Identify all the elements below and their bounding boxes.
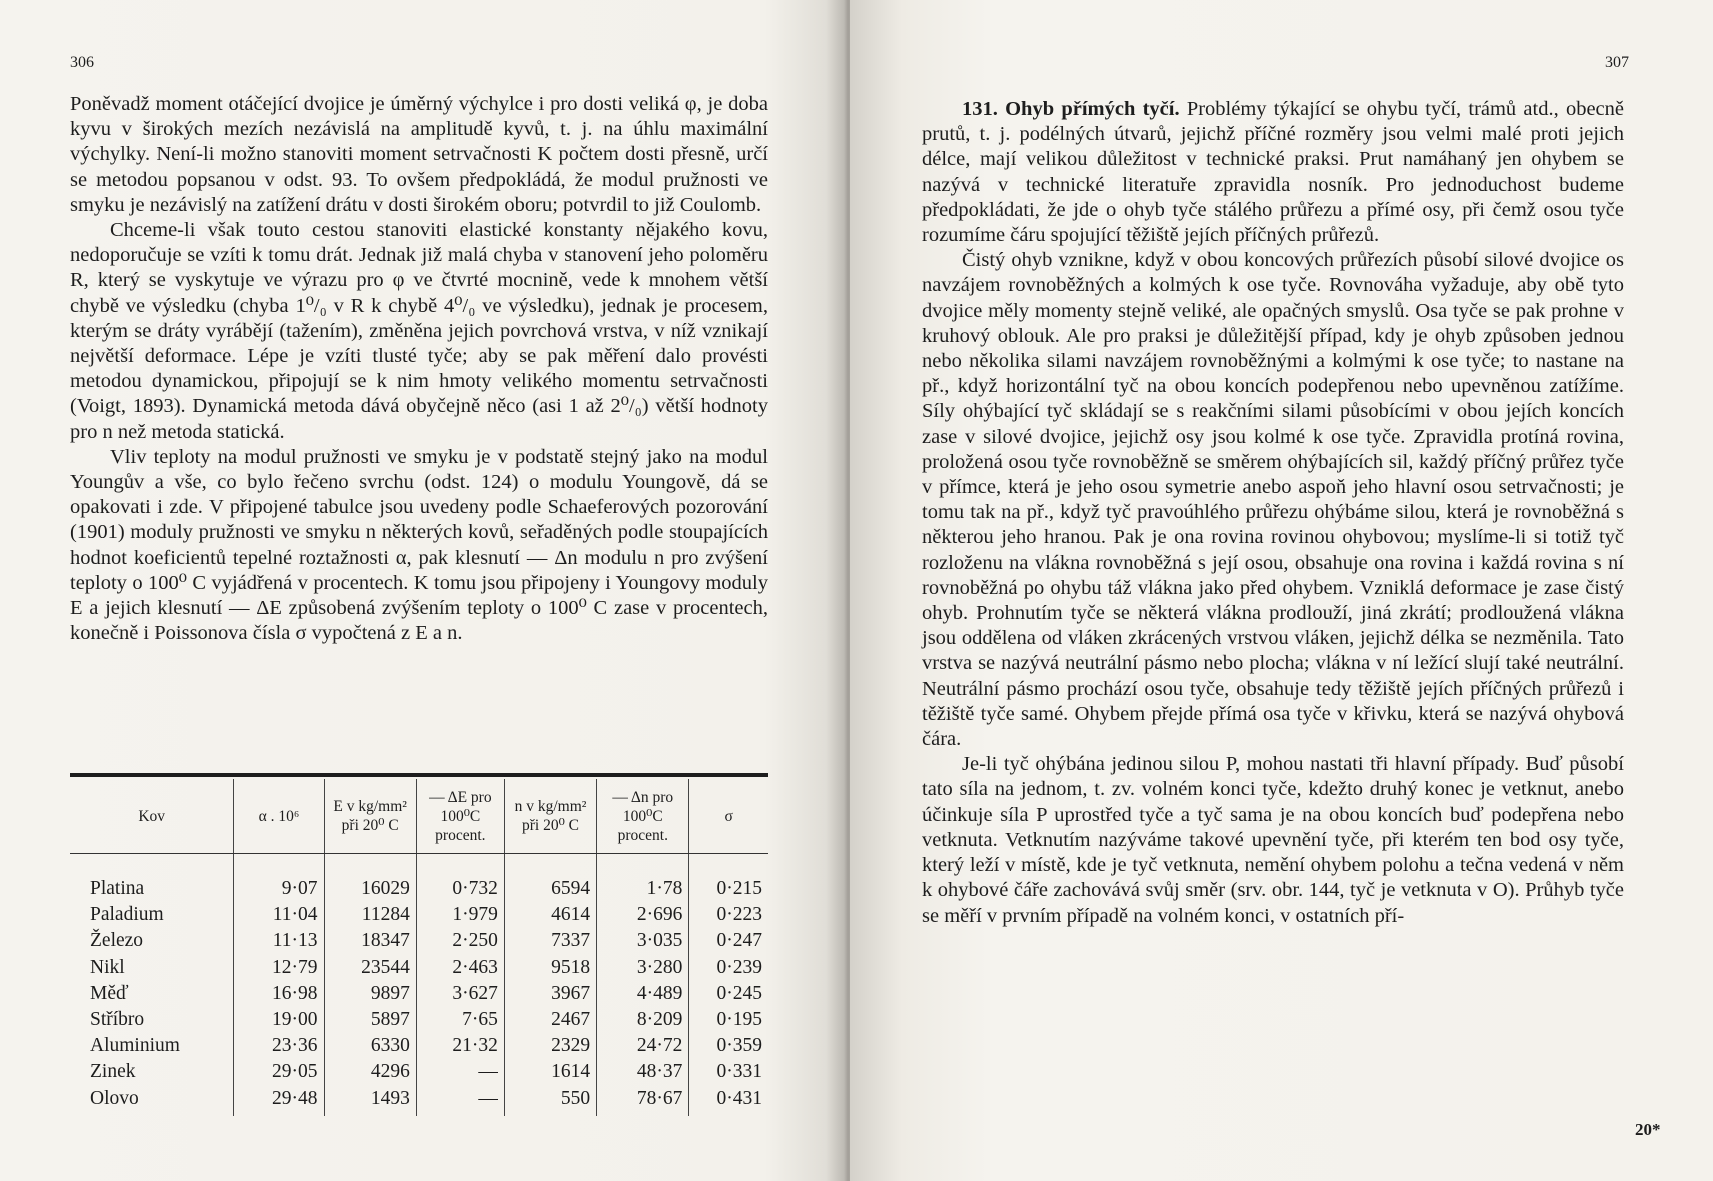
table-cell: 16029 <box>324 876 416 902</box>
table-cell: Železo <box>70 928 234 954</box>
signature-mark: 20* <box>1635 1120 1661 1139</box>
table-row <box>70 902 768 928</box>
table-cell: 6330 <box>324 1033 416 1059</box>
table-cell: 11·13 <box>234 928 324 954</box>
table-cell: Nikl <box>70 955 234 981</box>
table-cell: Zinek <box>70 1059 234 1085</box>
paragraph-text: Problémy týkající se ohybu tyčí, trámů atd., obecně prutů, t. j. podélných útvarů, jejichž příčné rozměry jsou velmi malé proti jejich délce, mají velikou důležitost v technické praksi. Prut namáhaný jen ohybem se nazývá v technické literatuře zpravidla nosník. Pro jednoduchost budeme předpokládati, že jde o ohyb tyče stálého průřezu a přímé osy, při čemž osou tyče rozumíme čáru spojující těžiště jejích příčných průřezů. <box>922 98 1624 247</box>
table-cell: 0·195 <box>716 1009 762 1031</box>
table-cell: — <box>416 1086 504 1116</box>
table-cell: 6594 <box>504 876 596 902</box>
table-cell: 48·37 <box>597 1059 689 1085</box>
table-cell: Stříbro <box>70 1007 234 1033</box>
table-cell: Měď <box>70 981 234 1007</box>
table-cell: 29·05 <box>234 1059 324 1085</box>
table-cell: 4614 <box>504 902 596 928</box>
table-cell: 78·67 <box>597 1086 689 1116</box>
moduli-table <box>70 779 768 1116</box>
table-cell: 18347 <box>324 928 416 954</box>
table-cell: 3967 <box>504 981 596 1007</box>
paragraph: Vliv teploty na modul pružnosti ve smyku je v podstatě stejný jako na modul Youngův a vše, co bylo řečeno svrchu (odst. 124) o modulu Youngově, dá se opakovati i zde. V připojené tabulce jsou uvedeny podle Schaeferových pozorování (1901) moduly pružnosti ve smyku n některých kovů, seřaděných podle stoupajících hodnot koeficientů tepelné roztažnosti α, pak klesnutí — Δn modulu n pro zvýšení teploty o 100⁰ C vyjádřená v procentech. K tomu jsou připojeny i Youngovy moduly E a jejich klesnutí — ΔE způsobená zvýšením teploty o 100⁰ C zase v procentech, konečně i Poissonova čísla σ vypočtená z E a n. <box>70 445 768 645</box>
table-cell: 16·98 <box>234 981 324 1007</box>
table-row <box>70 1059 768 1085</box>
table-cell: 9518 <box>504 955 596 981</box>
table-cell: 29·48 <box>234 1086 324 1116</box>
table-cell: — <box>416 1059 504 1085</box>
table-cell: 1614 <box>504 1059 596 1085</box>
table-cell: 0·239 <box>716 956 762 978</box>
table-cell: 24·72 <box>597 1033 689 1059</box>
table-cell: Platina <box>70 876 234 902</box>
table-cell: 2·696 <box>597 902 689 928</box>
table-cell: 3·627 <box>416 981 504 1007</box>
table-row <box>70 1007 768 1033</box>
paragraph: Poněvadž moment otáčející dvojice je úměrný výchylce i pro dosti veliká φ, je doba kyvu v širokých mezích nezávislá na amplitudě kyvů, t. j. na úhlu maximální výchylky. Není-li možno stanoviti moment setrvačnosti K počtem dosti přesně, určí se metodou popsanou v odst. 93. To ovšem předpokládá, že modul pružnosti ve smyku je nezávislý na zatížení drátu v dosti širokém oboru; potvrdil to již Coulomb. <box>70 93 768 216</box>
table-header-cell: n v kg/mm² při 20⁰ C <box>504 779 596 854</box>
right-page <box>850 0 1713 1181</box>
table-cell: Paladium <box>70 902 234 928</box>
table-cell: 8·209 <box>597 1007 689 1033</box>
table-cell: 2329 <box>504 1033 596 1059</box>
left-body-text <box>70 92 768 646</box>
table-header-cell: σ <box>689 779 768 854</box>
table-row <box>70 876 768 902</box>
table-cell: 1493 <box>324 1086 416 1116</box>
table-cell: 7337 <box>504 928 596 954</box>
table-cell: 23544 <box>324 955 416 981</box>
page-number-right: 307 <box>1605 54 1629 71</box>
table-cell: 9·07 <box>234 876 324 902</box>
table-row <box>70 1086 768 1116</box>
right-body-text <box>922 97 1624 929</box>
table-cell: Aluminium <box>70 1033 234 1059</box>
table-cell: 5897 <box>324 1007 416 1033</box>
table-header-cell: Kov <box>70 779 234 854</box>
table-cell: 12·79 <box>234 955 324 981</box>
table-cell: 0·247 <box>716 930 762 952</box>
page-number-left: 306 <box>70 54 94 71</box>
table-cell: 0·215 <box>716 878 762 900</box>
table-cell: 2·463 <box>416 955 504 981</box>
table-cell: Olovo <box>70 1086 234 1116</box>
table-cell: 7·65 <box>416 1007 504 1033</box>
table-cell: 0·331 <box>716 1061 762 1083</box>
paragraph <box>922 97 1624 248</box>
table-cell: 0·359 <box>716 1035 762 1057</box>
table-top-rule <box>70 773 768 777</box>
table-header-cell: E v kg/mm² při 20⁰ C <box>324 779 416 854</box>
table-cell: 0·245 <box>716 982 762 1004</box>
table-cell: 3·280 <box>597 955 689 981</box>
table-cell: 9897 <box>324 981 416 1007</box>
table-row <box>70 1033 768 1059</box>
table-header-cell: — Δn pro 100⁰C procent. <box>597 779 689 854</box>
table-cell: 0·732 <box>416 876 504 902</box>
table-cell: 11·04 <box>234 902 324 928</box>
paragraph: Čistý ohyb vznikne, když v obou koncových průřezích působí silové dvojice os navzájem rovnoběžných a kolmých k ose tyče. Rovnováha vyžaduje, aby obě tyto dvojice měly momenty stejně veliké, ale opačných smyslů. Osa tyče se pak prohne v kruhový oblouk. Ale pro praksi je důležitější případ, kdy je ohyb způsoben jednou nebo několika silami navzájem rovnoběžnými a kolmými k ose tyče; to nastane na př., když horizontální tyč na obou koncích podepřenou nebo upevněnou zatížíme. Síly ohýbající tyč skládají se s reakčními silami působícími v obou jejích koncích zase v silové dvojice, jejichž osy jsou kolmé k ose tyče. Zpravidla protíná rovina, proložená osou tyče rovnoběžně se směrem ohýbajících sil, každý příčný průřez tyče v přímce, která je jeho osou symetrie anebo aspoň jeho hlavní osou setrvačnosti; je tomu tak na př., když tyč pravoúhlého průřezu ohýbáme silou, která je rovnoběžná s některou jeho hranou. Pak je ona rovina rovinou ohybovou; myslíme-li si totiž tyč rozloženu na vlákna rovnoběžná s její osou, obsahuje ona rovina i každá rovina s ní rovnoběžná po ohybu táž vlákna jako před ohybem. Vzniklá deformace je zase čistý ohyb. Prohnutím tyče se některá vlákna prodlouží, jiná zkrátí; prodloužená vlákna jsou oddělena od vláken zkrácených vrstvou vláken, jejichž délka se nezměnila. Tato vrstva se nazývá neutrální pásmo nebo plocha; vlákna v ní ležící slují také neutrální. Neutrální pásmo prochází osou tyče, obsahuje tedy těžiště jejích příčných průřezů i těžiště tyče samé. Ohybem přejde přímá osa tyče v křivku, která se nazývá ohybová čára. <box>922 249 1624 751</box>
table-cell: 11284 <box>324 902 416 928</box>
section-title: Ohyb přímých tyčí. <box>1005 98 1180 120</box>
table-cell: 23·36 <box>234 1033 324 1059</box>
table-cell: 550 <box>504 1086 596 1116</box>
table-cell: 2467 <box>504 1007 596 1033</box>
table-cell: 1·979 <box>416 902 504 928</box>
table-header-cell: α . 10⁶ <box>234 779 324 854</box>
table-cell: 3·035 <box>597 928 689 954</box>
table-cell: 4296 <box>324 1059 416 1085</box>
section-number: 131. <box>962 98 998 120</box>
table-cell: 21·32 <box>416 1033 504 1059</box>
paragraph: Je-li tyč ohýbána jedinou silou P, mohou nastati tři hlavní případy. Buď působí tato síla na jednom, t. zv. volném konci tyče, kdežto druhý konec je vetknut, anebo účinkuje síla P uprostřed tyče a tyč sama je na obou koncích buď podepřena nebo vetknuta. Vetknutím nazýváme takové upevnění tyče, při kterém ten bod osy tyče, který leží v místě, kde je tyč vetknuta, nemění ohybem polohu a tečna vedená v něm k ohybové čáře zachovává svůj směr (srv. obr. 144, tyč je vetknuta v O). Průhyb tyče se měří v prvním případě na volném konci, v ostatních pří- <box>922 753 1624 927</box>
left-page <box>0 0 850 1181</box>
table-cell: 19·00 <box>234 1007 324 1033</box>
table-cell: 0·431 <box>716 1087 762 1109</box>
table-cell: 1·78 <box>597 876 689 902</box>
paragraph: Chceme-li však touto cestou stanoviti elastické konstanty nějakého kovu, nedoporučuje se vzíti k tomu drát. Jednak již malá chyba v stanovení jeho poloměru R, který se vyskytuje ve výrazu pro φ ve čtvrté mocnině, vede k mnohem větší chybě ve výsledku (chyba 1⁰/₀ v R k chybě 4⁰/₀ ve výsledku), jednak je procesem, kterým se dráty vyrábějí (tažením), změněna jejich povrchová vrstva, v níž vznikají největší deformace. Lépe je vzíti tlusté tyče; aby se pak měření dalo provésti metodou dynamickou, připojují se k nim hmoty velikého momentu setrvačnosti (Voigt, 1893). Dynamická metoda dává obyčejně něco (asi 1 až 2⁰/₀) větší hodnoty pro n než metoda statická. <box>70 219 768 443</box>
table-cell: 0·223 <box>716 904 762 926</box>
table-row <box>70 955 768 981</box>
table-row <box>70 928 768 954</box>
table-row <box>70 981 768 1007</box>
table-cell: 2·250 <box>416 928 504 954</box>
table-cell: 4·489 <box>597 981 689 1007</box>
table-header-cell: — ΔE pro 100⁰C procent. <box>416 779 504 854</box>
